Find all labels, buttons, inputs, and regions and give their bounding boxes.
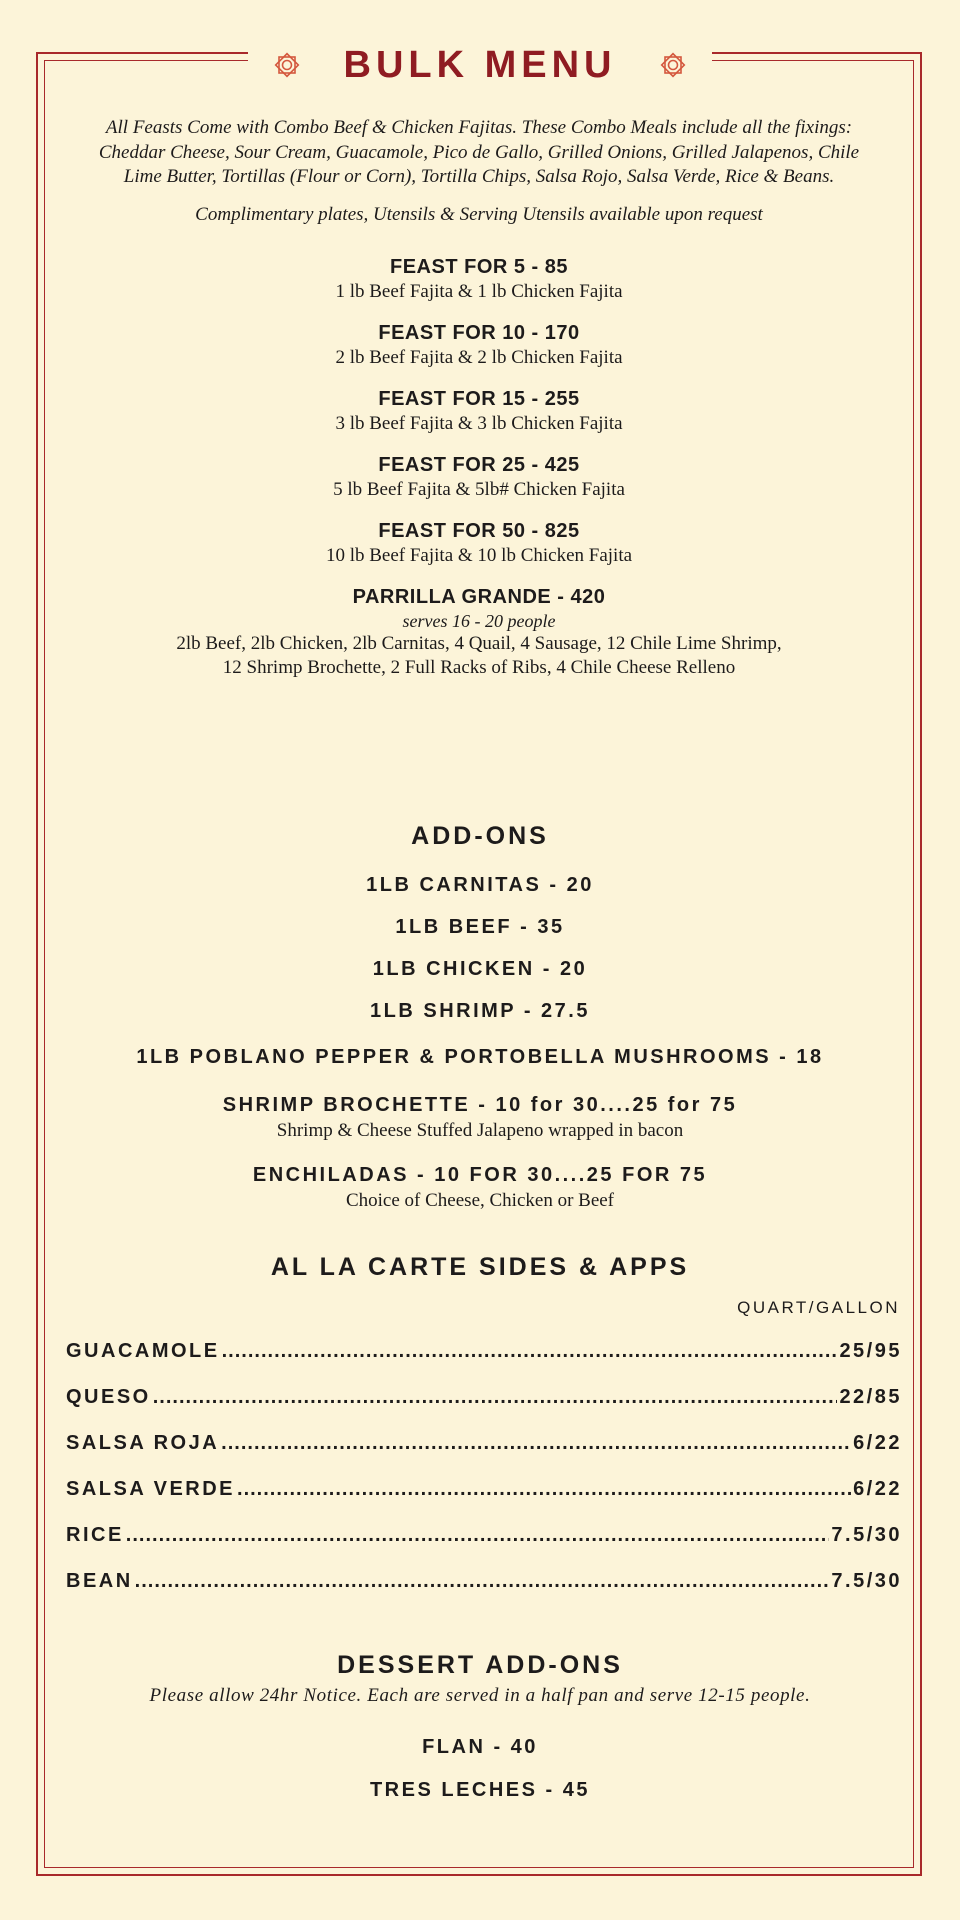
brochette-desc: Shrimp & Cheese Stuffed Jalapeno wrapped in bacon <box>276 1120 684 1141</box>
addon-item: 1LB CHICKEN - 20 <box>372 958 588 980</box>
feast-title: FEAST FOR 50 - 825 <box>378 519 580 542</box>
side-name: BEAN <box>66 1570 133 1592</box>
feast-list <box>60 254 898 680</box>
side-name: SALSA ROJA <box>66 1432 220 1454</box>
feast-item <box>60 452 898 502</box>
side-price: 7.5/30 <box>831 1570 902 1592</box>
price-column-header: QUART/GALLON <box>737 1298 900 1317</box>
enchiladas-desc: Choice of Cheese, Chicken or Beef <box>345 1190 615 1211</box>
side-row <box>66 1386 902 1409</box>
side-name: RICE <box>66 1524 124 1546</box>
brochette-title: SHRIMP BROCHETTE - 10 for 30....25 for 75 <box>222 1094 738 1116</box>
side-price: 7.5/30 <box>831 1524 902 1546</box>
parrilla-desc-line: 12 Shrimp Brochette, 2 Full Racks of Ribs, 4 Chile Cheese Relleno <box>222 656 736 678</box>
addon-item: 1LB SHRIMP - 27.5 <box>370 1000 590 1022</box>
feast-title: FEAST FOR 25 - 425 <box>378 453 580 476</box>
dot-leader <box>126 1524 830 1547</box>
addon-item: 1LB CARNITAS - 20 <box>366 874 594 896</box>
enchiladas-title: ENCHILADAS - 10 FOR 30....25 FOR 75 <box>252 1164 708 1186</box>
parrilla-desc-line: 2lb Beef, 2lb Chicken, 2lb Carnitas, 4 Quail, 4 Sausage, 12 Chile Lime Shrimp, <box>176 632 782 654</box>
side-row <box>66 1524 902 1547</box>
dessert-heading: DESSERT ADD-ONS <box>337 1651 623 1679</box>
feast-item <box>60 386 898 436</box>
parrilla-item <box>60 584 898 680</box>
feast-title: FEAST FOR 15 - 255 <box>378 387 580 410</box>
side-price: 6/22 <box>853 1432 902 1454</box>
feast-desc: 1 lb Beef Fajita & 1 lb Chicken Fajita <box>335 280 623 302</box>
side-row <box>66 1478 902 1501</box>
title-bar <box>0 30 960 100</box>
side-price: 22/85 <box>839 1386 902 1408</box>
feast-item <box>60 254 898 304</box>
feast-desc: 2 lb Beef Fajita & 2 lb Chicken Fajita <box>335 346 623 368</box>
dot-leader <box>222 1340 838 1363</box>
feast-desc: 3 lb Beef Fajita & 3 lb Chicken Fajita <box>335 412 623 434</box>
dessert-note: Please allow 24hr Notice. Each are served in a half pan and serve 12-15 people. <box>149 1685 811 1706</box>
intro-text: All Feasts Come with Combo Beef & Chicken Fajitas. These Combo Meals include all the fixings: Cheddar Cheese, Sour Cream, Guacamole, Pico de Gallo, Grilled Onions, Grilled Jalapenos, Chile Lime Butter, Tortillas (Flour or Corn), Tortilla Chips, Salsa Rojo, Salsa Verde, Rice & Beans. <box>98 117 860 187</box>
addon-item: 1LB POBLANO PEPPER & PORTOBELLA MUSHROOMS - 18 <box>136 1046 824 1068</box>
utensils-note: Complimentary plates, Utensils & Serving Utensils available upon request <box>195 203 763 225</box>
addon-item: 1LB BEEF - 35 <box>395 916 565 938</box>
parrilla-title: PARRILLA GRANDE - 420 <box>352 585 606 608</box>
side-name: GUACAMOLE <box>66 1340 220 1362</box>
feast-item <box>60 518 898 568</box>
dot-leader <box>135 1570 830 1593</box>
menu-content <box>60 116 898 696</box>
dessert-item: TRES LECHES - 45 <box>369 1779 591 1801</box>
side-row <box>66 1570 902 1593</box>
feast-desc: 10 lb Beef Fajita & 10 lb Chicken Fajita <box>325 544 633 566</box>
side-name: SALSA VERDE <box>66 1478 236 1500</box>
side-name: QUESO <box>66 1386 151 1408</box>
side-price: 25/95 <box>839 1340 902 1362</box>
dot-leader <box>153 1386 838 1409</box>
feast-title: FEAST FOR 10 - 170 <box>378 321 580 344</box>
dessert-item: FLAN - 40 <box>422 1736 538 1758</box>
side-row <box>66 1340 902 1363</box>
dot-leader <box>221 1432 851 1455</box>
feast-item <box>60 320 898 370</box>
addons-heading: ADD-ONS <box>411 822 549 850</box>
sun-ornament-icon <box>656 48 690 82</box>
side-price: 6/22 <box>853 1478 902 1500</box>
sun-ornament-icon <box>270 48 304 82</box>
sides-heading: AL LA CARTE SIDES & APPS <box>270 1253 690 1281</box>
feast-desc: 5 lb Beef Fajita & 5lb# Chicken Fajita <box>333 478 625 500</box>
feast-title: FEAST FOR 5 - 85 <box>389 255 569 278</box>
parrilla-serves: serves 16 - 20 people <box>402 610 556 631</box>
side-row <box>66 1432 902 1455</box>
dot-leader <box>237 1478 851 1501</box>
page-title: BULK MENU <box>343 43 617 86</box>
